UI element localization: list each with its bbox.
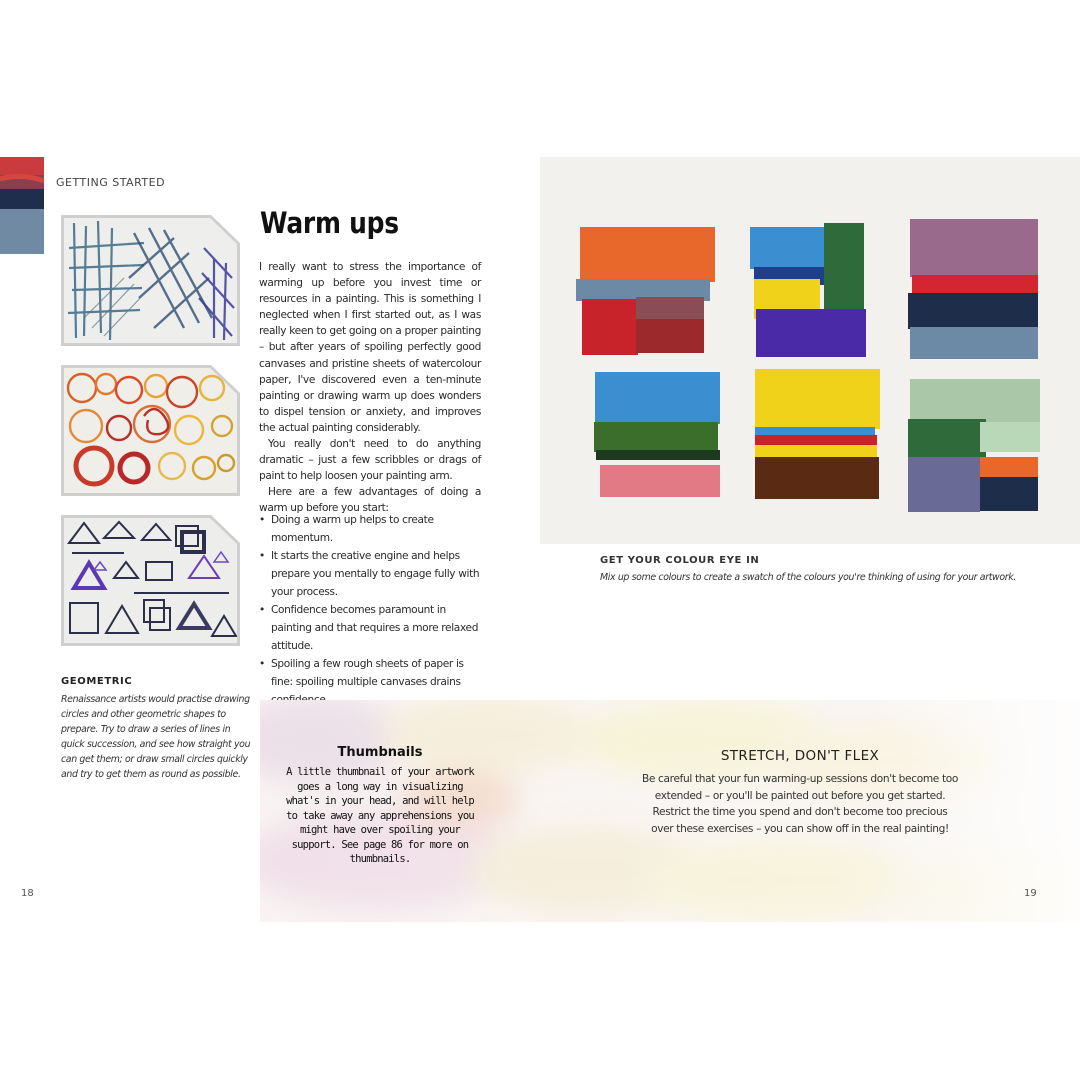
- section-color-tab: [0, 157, 44, 254]
- article-paragraph: Here are a few advantages of doing a warm up before you start:: [259, 486, 481, 515]
- article-title: Warm ups: [260, 206, 399, 240]
- circle-scribbles-sketch-icon: [64, 368, 237, 493]
- geometric-caption-text: Renaissance artists would practise drawing circles and other geometric shapes to prepare. Try to draw a series of lines in quick succession, and see how straight you can get them; or draw small circles quickly and try to get them as round as possible.: [61, 694, 251, 780]
- list-item: • Spoiling a few rough sheets of paper is fine: spoiling multiple canvases drains: [259, 655, 485, 709]
- colour-swatch-painting-icon: [540, 157, 1080, 544]
- circle-scribble-sketch: [61, 365, 240, 496]
- geometric-shapes-sketch: [61, 515, 240, 646]
- stretch-box-text: Be careful that your fun warming-up sessions don't become too extended – or you'll be painted out before you get started. Restrict the time you spend and don't become too precious over these exercises – you can show off in the real painting!: [641, 773, 959, 835]
- list-item: • It starts the creative engine and helps prepare you mentally to engage fully with your process.: [259, 547, 485, 601]
- stretch-box-title: STRETCH, DON'T FLEX: [720, 748, 880, 764]
- page-number-left: 18: [21, 888, 34, 899]
- colour-eye-caption-text: Mix up some colours to create a swatch of the colours you're thinking of using for your artwork.: [600, 572, 1016, 583]
- cross-hatch-sketch: [61, 215, 240, 346]
- article-paragraph: I really want to stress the importance of warming up before you invest time or resources in a painting. This is something I neglected when I first started out, as I was really keen to get going on a proper painting – but after years of spoiling perfectly good canvases and pristine sheets of watercolour paper, I've discovered even a ten-minute painting or drawing warm up does wonders to dispel tension or anxiety, and improves the actual painting considerably.: [259, 261, 481, 434]
- cross-hatch-lines-sketch-icon: [64, 218, 237, 343]
- colour-eye-caption-title: GET YOUR COLOUR EYE IN: [600, 555, 760, 566]
- page-number-right: 19: [1024, 888, 1037, 899]
- geometric-shapes-sketch-icon: [64, 518, 237, 643]
- list-item: • Doing a warm up helps to create momentum.: [259, 511, 485, 547]
- advantages-list: [259, 511, 485, 709]
- paint-swatch-image: [0, 157, 44, 254]
- thumbnails-box-text: A little thumbnail of your artwork goes a long way in visualizing what's in your head, and will help to take away any apprehensions you might have over spoiling your support. See page 86 for more on thumbnails.: [286, 766, 474, 865]
- article-paragraph: You really don't need to do anything dramatic – just a few scribbles or drags of paint to help loosen your painting arm.: [259, 438, 481, 483]
- article-body: [259, 259, 481, 517]
- list-item: • Confidence becomes paramount in painting and that requires a more relaxed attitude.: [259, 601, 485, 655]
- colour-swatch-painting: [540, 157, 1080, 544]
- section-label: GETTING STARTED: [56, 176, 166, 189]
- geometric-caption-title: GEOMETRIC: [61, 676, 133, 687]
- thumbnails-box-title: Thumbnails: [337, 745, 423, 760]
